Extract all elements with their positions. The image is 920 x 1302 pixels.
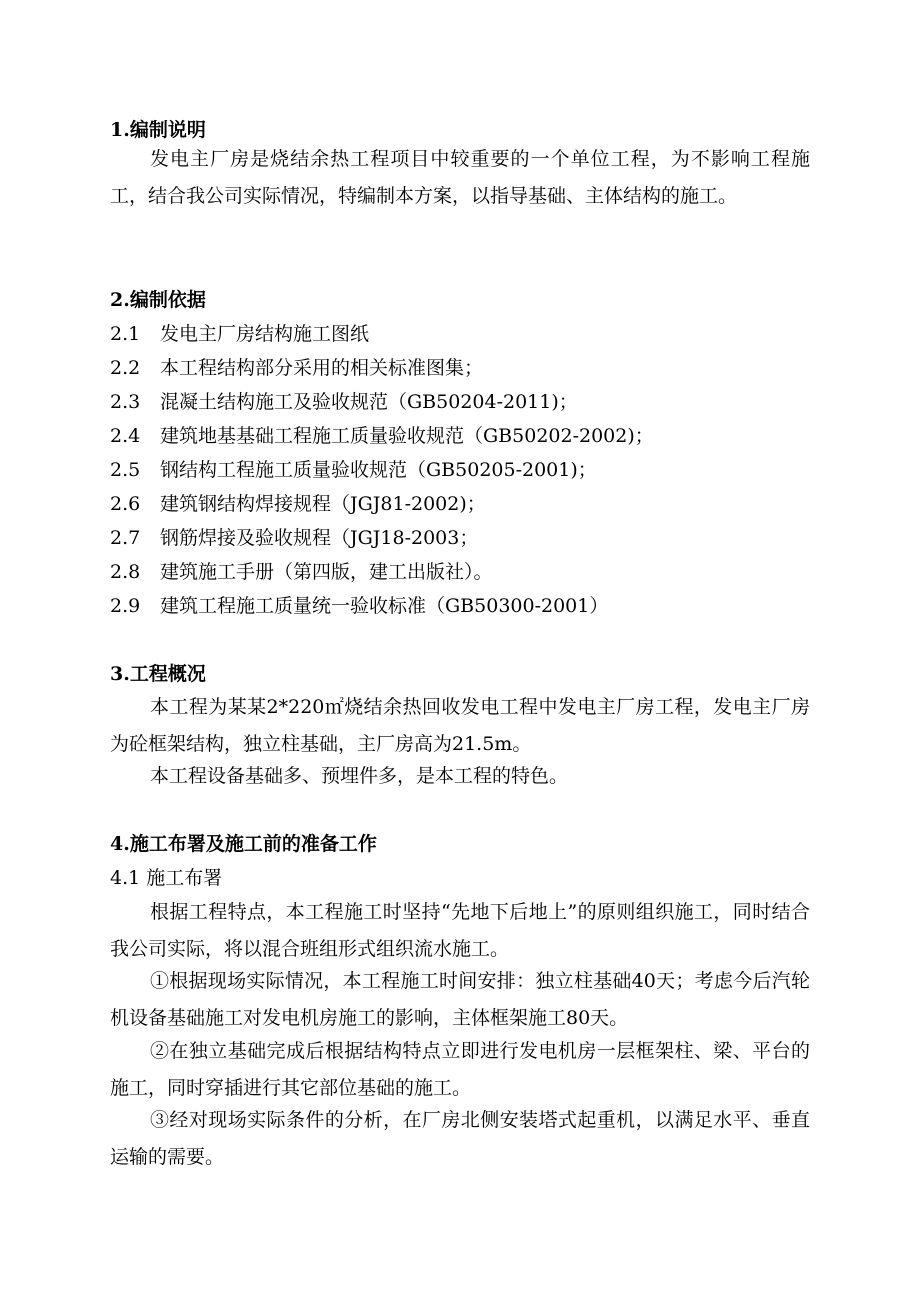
reference-text: 建筑工程施工质量统一验收标准（GB50300-2001） bbox=[160, 595, 609, 617]
reference-number: 2.7 bbox=[110, 527, 141, 549]
section-3-paragraph: 本工程设备基础多、预埋件多，是本工程的特色。 bbox=[150, 765, 569, 787]
reference-item bbox=[110, 458, 597, 482]
section-4-paragraph: ②在独立基础完成后根据结构特点立即进行发电机房一层框架柱、梁、平台的施工，同时穿插进行其它部位基础的施工。 bbox=[110, 1040, 810, 1099]
reference-text: 钢筋焊接及验收规程（JGJ18-2003； bbox=[160, 527, 479, 549]
reference-item bbox=[110, 594, 608, 618]
section-1-paragraph: 发电主厂房是烧结余热工程项目中较重要的一个单位工程，为不影响工程施工，结合我公司实际情况，特编制本方案，以指导基础、主体结构的施工。 bbox=[110, 148, 810, 207]
reference-text: 建筑钢结构焊接规程（JGJ81-2002)； bbox=[160, 493, 486, 515]
section-4-heading: 4.施工布署及施工前的准备工作 bbox=[110, 833, 377, 855]
reference-text: 混凝土结构施工及验收规范（GB50204-2011)； bbox=[160, 391, 578, 413]
reference-item bbox=[110, 526, 478, 550]
reference-text: 建筑地基基础工程施工质量验收规范（GB50202-2002)； bbox=[160, 425, 654, 447]
section-4-paragraph: ①根据现场实际情况，本工程施工时间安排：独立柱基础40天；考虑今后汽轮机设备基础施工对发电机房施工的影响，主体框架施工80天。 bbox=[110, 970, 810, 1029]
section-4-paragraph: ③经对现场实际条件的分析，在厂房北侧安装塔式起重机，以满足水平、垂直运输的需要。 bbox=[110, 1109, 810, 1168]
reference-number: 2.3 bbox=[110, 391, 141, 413]
reference-item bbox=[110, 560, 493, 584]
reference-number: 2.2 bbox=[110, 357, 141, 379]
reference-text: 钢结构工程施工质量验收规范（GB50205-2001)； bbox=[160, 459, 597, 481]
reference-item bbox=[110, 322, 369, 346]
reference-number: 2.6 bbox=[110, 493, 141, 515]
reference-number: 2.4 bbox=[110, 425, 141, 447]
section-1-heading: 1.编制说明 bbox=[110, 119, 206, 141]
reference-number: 2.1 bbox=[110, 323, 141, 345]
section-2-heading: 2.编制依据 bbox=[110, 289, 206, 311]
reference-item bbox=[110, 390, 578, 414]
reference-item bbox=[110, 356, 483, 380]
reference-text: 发电主厂房结构施工图纸 bbox=[160, 323, 370, 345]
reference-number: 2.8 bbox=[110, 561, 141, 583]
reference-text: 建筑施工手册（第四版，建工出版社）。 bbox=[160, 561, 493, 583]
section-3-paragraph: 本工程为某某2*220㎡烧结余热回收发电工程中发电主厂房工程，发电主厂房为砼框架结构，独立柱基础，主厂房高为21.5m。 bbox=[110, 696, 810, 755]
reference-text: 本工程结构部分采用的相关标准图集； bbox=[160, 357, 484, 379]
reference-number: 2.9 bbox=[110, 595, 141, 617]
subsection-heading: 4.1 施工布署 bbox=[110, 867, 223, 889]
section-4-paragraph: 根据工程特点，本工程施工时坚持“先地下后地上”的原则组织施工，同时结合我公司实际，将以混合班组形式组织流水施工。 bbox=[110, 901, 810, 960]
reference-item bbox=[110, 492, 486, 516]
reference-number: 2.5 bbox=[110, 459, 141, 481]
section-3-heading: 3.工程概况 bbox=[110, 663, 206, 685]
reference-item bbox=[110, 424, 654, 448]
